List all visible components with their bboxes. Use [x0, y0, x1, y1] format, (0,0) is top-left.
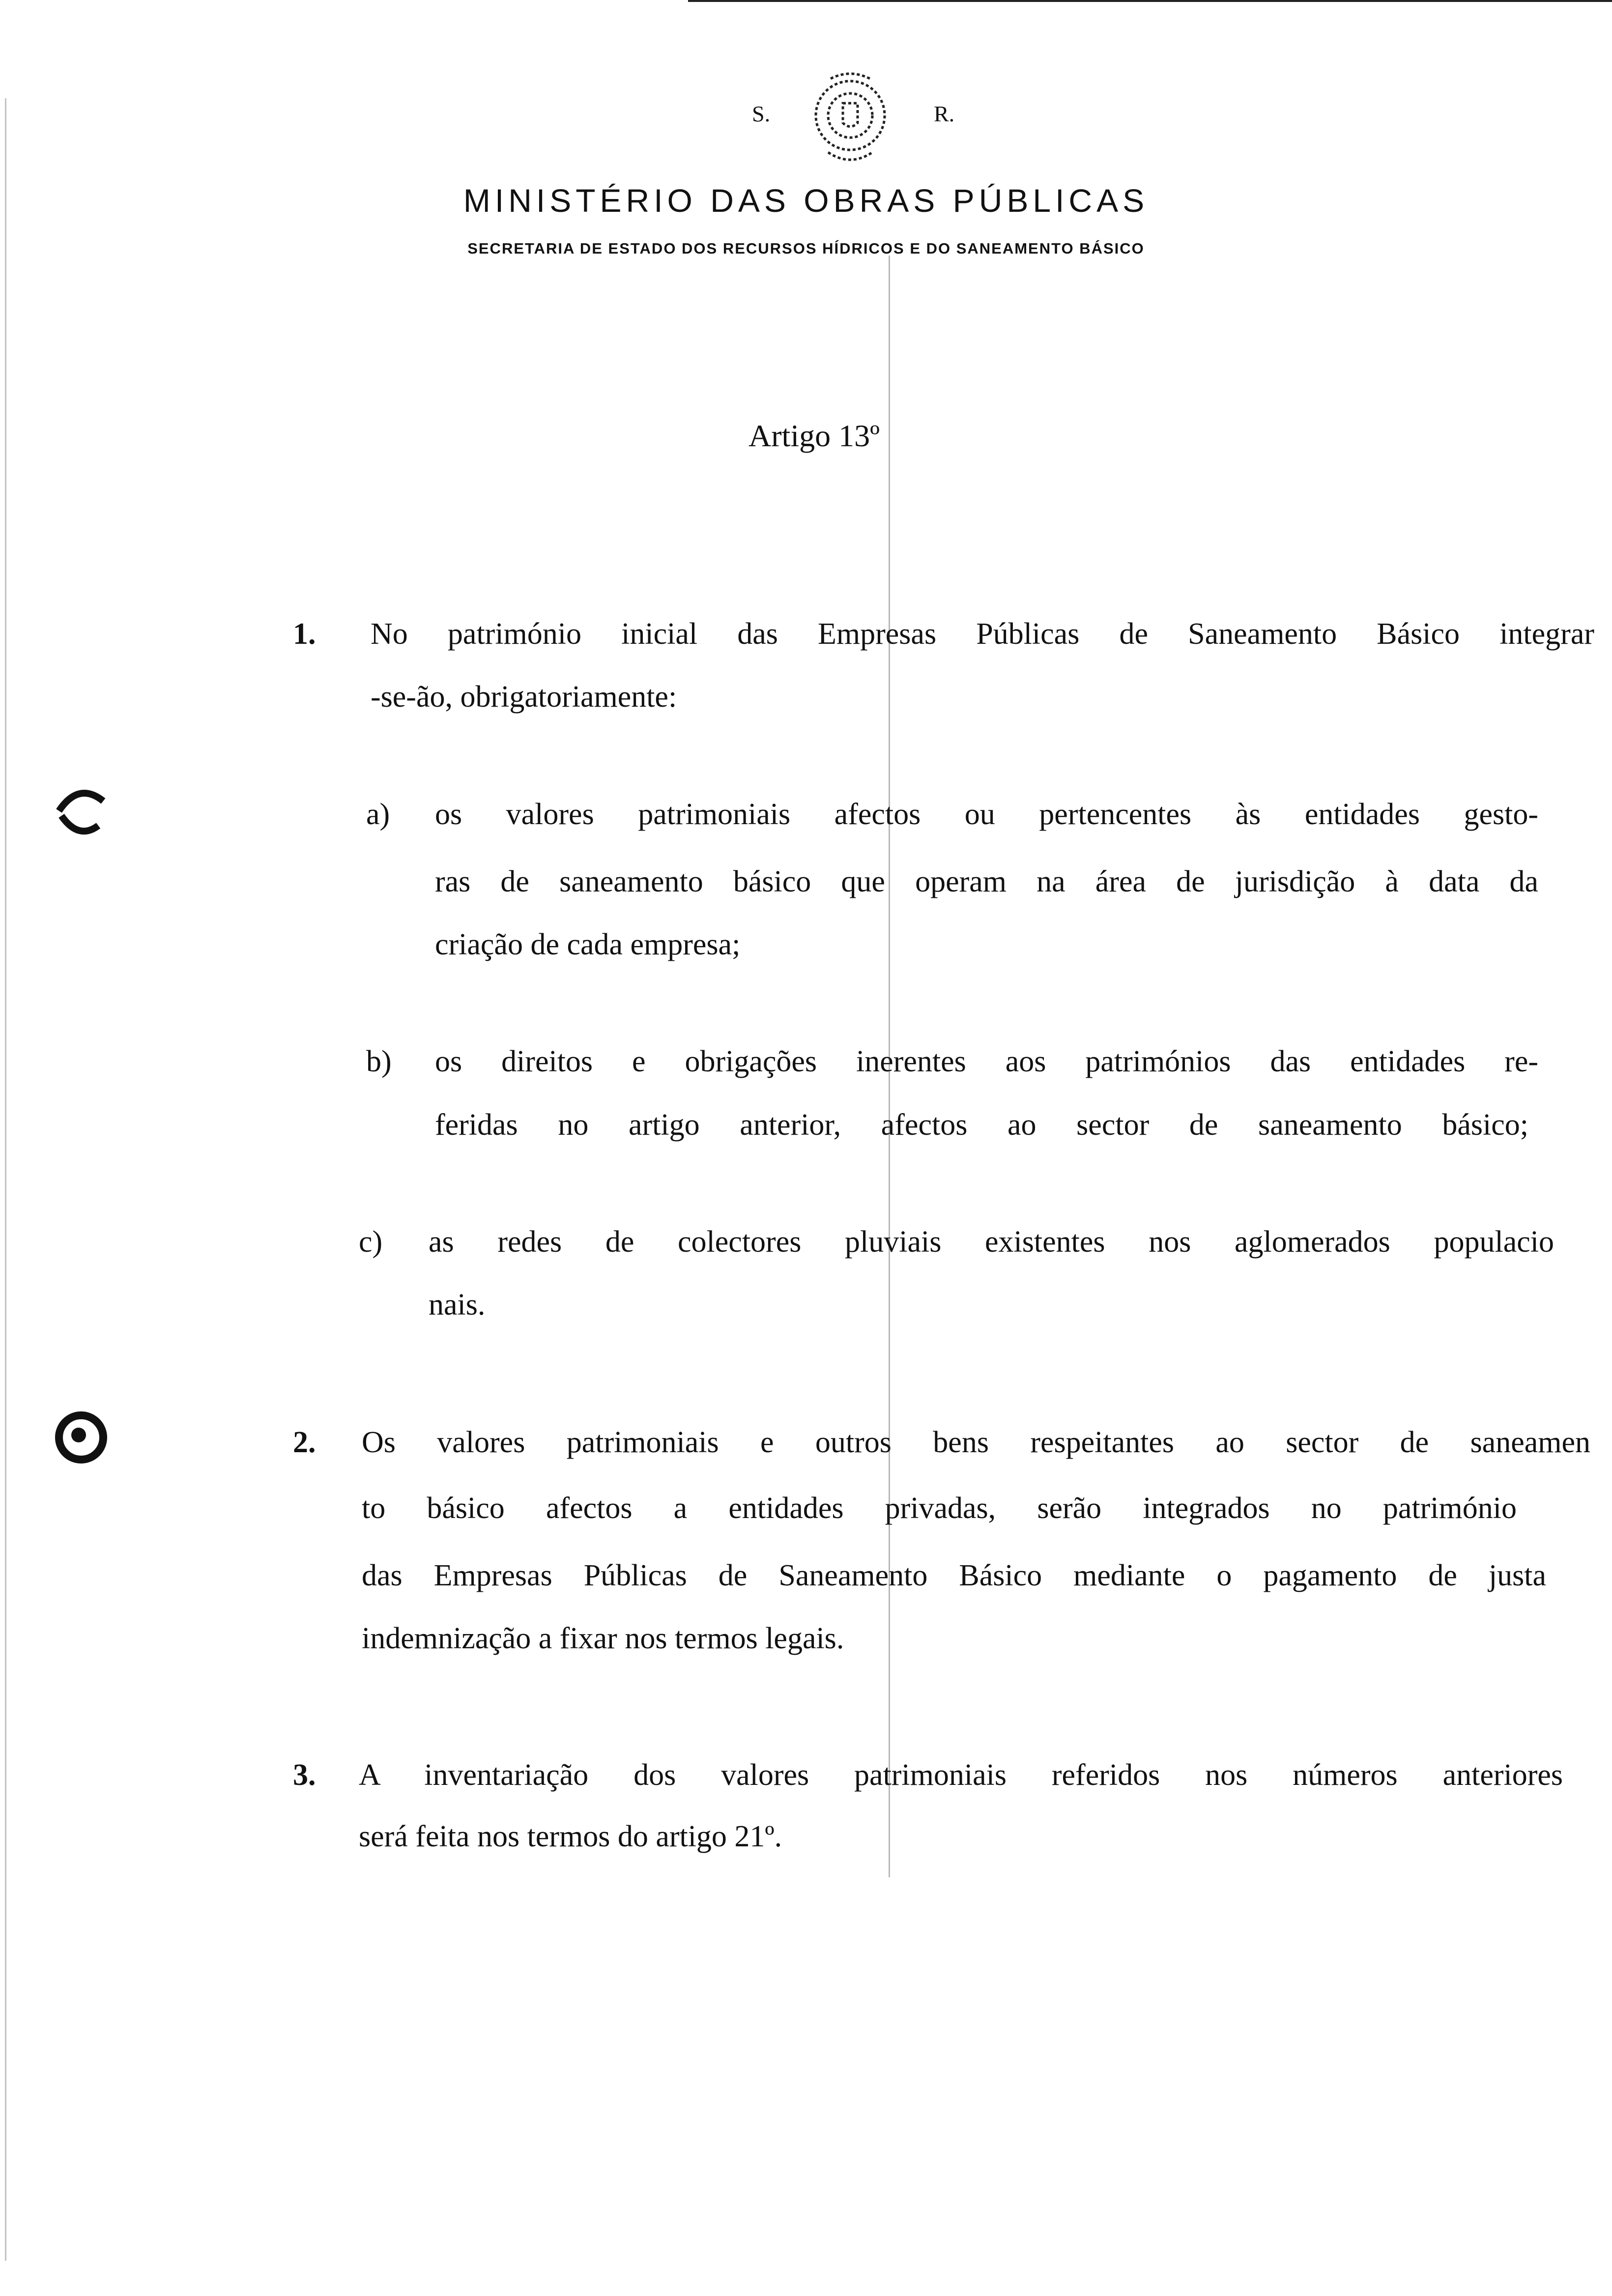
punch-hole-mark-icon — [49, 776, 113, 850]
coat-of-arms-seal — [801, 69, 899, 167]
item-a-line: os valores patrimoniais afectos ou pertencentes às entidades gesto- — [435, 798, 1538, 831]
item-c-line: nais. — [429, 1288, 486, 1321]
item-b-line: os direitos e obrigações inerentes aos patrimónios das entidades re- — [435, 1045, 1538, 1078]
item-b-line: feridas no artigo anterior, afectos ao sector de saneamento básico; — [435, 1108, 1528, 1142]
section-2-line: to básico afectos a entidades privadas, serão integrados no património — [362, 1492, 1517, 1525]
item-label-b: b) — [366, 1045, 392, 1078]
fold-line-artifact — [889, 256, 890, 1877]
section-number-1: 1. — [293, 617, 316, 651]
seal-letter-s: S. — [752, 101, 771, 126]
item-a-line: criação de cada empresa; — [435, 928, 741, 961]
article-heading: Artigo 13º — [748, 418, 880, 453]
section-2-line: indemnização a fixar nos termos legais. — [362, 1622, 844, 1655]
section-2-line: Os valores patrimoniais e outros bens respeitantes ao sector de saneamen — [362, 1426, 1590, 1459]
section-1-line: No património inicial das Empresas Públicas de Saneamento Básico integrar — [371, 617, 1594, 651]
left-edge-artifact — [5, 98, 6, 2261]
ministry-title: MINISTÉRIO DAS OBRAS PÚBLICAS — [463, 182, 1149, 219]
section-1-line: -se-ão, obrigatoriamente: — [371, 680, 677, 714]
item-label-a: a) — [366, 798, 390, 831]
section-number-2: 2. — [293, 1426, 316, 1459]
section-3-line: será feita nos termos do artigo 21º. — [359, 1820, 782, 1853]
seal-letter-r: R. — [934, 101, 955, 126]
item-a-line: ras de saneamento básico que operam na área de jurisdição à data da — [435, 865, 1538, 898]
item-c-line: as redes de colectores pluviais existentes nos aglomerados populacio — [429, 1225, 1554, 1259]
scan-top-edge — [688, 0, 1612, 2]
section-3-line: A inventariação dos valores patrimoniais referidos nos números anteriores — [359, 1758, 1563, 1792]
punch-hole-mark-icon — [49, 1401, 113, 1474]
secretariat-subtitle: SECRETARIA DE ESTADO DOS RECURSOS HÍDRICOS E DO SANEAMENTO BÁSICO — [467, 240, 1145, 257]
item-label-c: c) — [359, 1225, 383, 1259]
section-2-line: das Empresas Públicas de Saneamento Básico mediante o pagamento de justa — [362, 1559, 1546, 1592]
section-number-3: 3. — [293, 1758, 316, 1792]
